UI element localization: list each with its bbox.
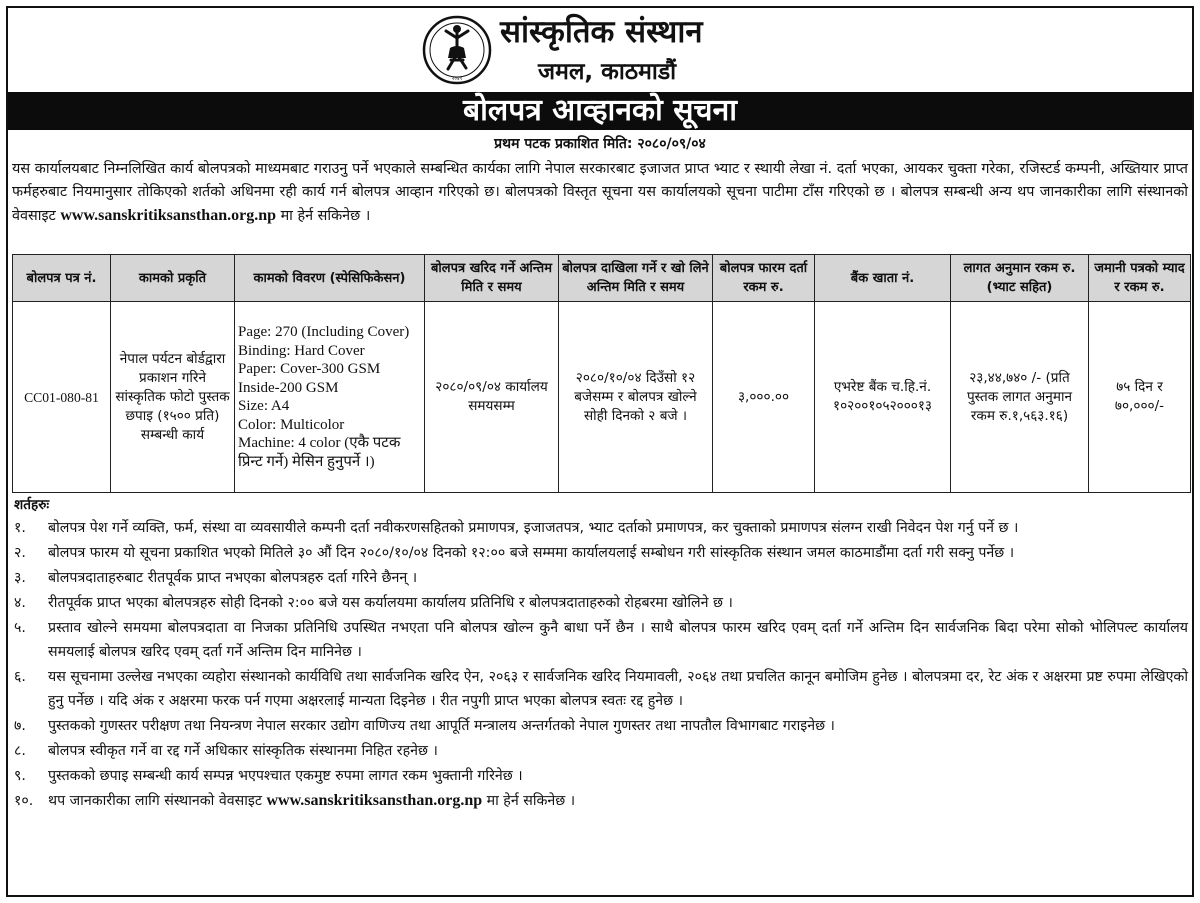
spec-paper: Paper: Cover-300 GSM [238,361,381,377]
spec-binding: Binding: Hard Cover [238,342,365,359]
cell-cost-estimate: २३,४४,७४० /- (प्रति पुस्तक लागत अनुमान रकम रु.१,५६३.१६) [951,302,1089,493]
condition-text: प्रस्ताव खोल्ने समयमा बोलपत्रदाता वा निजका प्रतिनिधि उपस्थित नभएता पनि बोलपत्र खोल्न कुनै बाधा पर्ने छैन । साथै बोलपत्र फारम खरिद एवम् दर्ता गर्ने अन्तिम दिन सार्वजनिक बिदा परेमा सोको भोलिपल्ट कार्यालय समयलाई बोलपत्र खरिद एवम् दर्ता गर्ने अन्तिम दिन मानिनेछ । [48,620,1188,660]
col-header-spec: कामको विवरण (स्पेसिफिकेसन) [235,255,425,302]
condition-number: ६. [14,669,26,685]
col-header-form-fee: बोलपत्र फारम दर्ता रकम रु. [713,255,815,302]
org-name: सांस्कृतिक संस्थान [500,14,703,50]
cell-guarantee: ७५ दिन र ७०,०००/- [1089,302,1191,493]
condition-text: बोलपत्र स्वीकृत गर्ने वा रद्द गर्ने अधिकार सांस्कृतिक संस्थानमा निहित रहनेछ । [48,743,438,759]
cell-purchase-deadline: २०८०/०९/०४ कार्यालय समयसम्म [425,302,559,493]
cell-bid-no: CC01-080-81 [13,302,111,493]
col-header-guarantee: जमानी पत्रको म्याद र रकम रु. [1089,255,1191,302]
condition-text: बोलपत्र फारम यो सूचना प्रकाशित भएको मितिले ३० औं दिन २०८०/१०/०४ दिनको १२:०० बजे सम्ममा कार्यालयलाई सम्बोधन गरी सांस्कृतिक संस्थान जमल काठमाडौंमा दर्ता गरी सक्नु पर्नेछ । [48,545,1015,561]
col-header-bid-no: बोलपत्र पत्र नं. [13,255,111,302]
table-header-row [13,255,1191,302]
condition-number: १. [14,520,26,536]
condition-number: ३. [14,570,26,586]
condition-number: १०. [14,793,34,809]
table-row [13,302,1191,493]
spec-machine: Machine: 4 color (एकै पटक प्रिन्ट गर्ने) मेसिन हुनुपर्ने ।) [238,435,401,470]
col-header-submission-deadline: बोलपत्र दाखिला गर्ने र खो लिने अन्तिम मिति र समय [559,255,713,302]
notice-title: बोलपत्र आव्हानको सूचना [8,92,1192,130]
condition-number: २. [14,545,26,561]
list-item [14,591,1188,615]
list-item [14,665,1188,713]
cell-form-fee: ३,०००.०० [713,302,815,493]
bid-table [12,254,1191,493]
condition-text: बोलपत्र पेश गर्ने व्यक्ति, फर्म, संस्था वा व्यवसायीले कम्पनी दर्ता नवीकरणसहितको प्रमाणपत्र, इजाजतपत्र, भ्याट दर्ताको प्रमाणपत्र, कर चुक्ताको प्रमाणपत्र संलग्न राखी निवेदन पेश गर्नु पर्ने छ । [48,520,1019,536]
list-item [14,714,1188,738]
condition-number: ४. [14,595,26,611]
spec-size: Size: A4 [238,398,290,414]
col-header-purchase-deadline: बोलपत्र खरिद गर्ने अन्तिम मिति र समय [425,255,559,302]
spec-inside: Inside-200 GSM [238,379,339,396]
cell-spec [235,302,425,493]
condition-text: थप जानकारीका लागि संस्थानको वेवसाइट [48,793,262,809]
condition-number: ५. [14,620,26,636]
list-item [14,739,1188,763]
dancer-emblem-icon [422,14,492,86]
condition-text: रीतपूर्वक प्राप्त भएका बोलपत्रहरु सोही दिनको २:०० बजे यस कर्यालयमा कार्यालय प्रतिनिधि र बोलपत्रदाताहरुको रोहबरमा खोलिने छ । [48,595,733,611]
spec-color: Color: Multicolor [238,416,345,433]
condition-text: पुस्तकको छपाइ सम्बन्धी कार्य सम्पन्न भएपश्चात एकमुष्ट रुपमा लागत रकम भुक्तानी गरिनेछ । [48,768,523,784]
intro-paragraph [12,158,1188,228]
list-item [14,764,1188,788]
cell-bank-account: एभरेष्ट बैंक च.हि.नं. १०२००१०५२०००१३ [815,302,951,493]
conditions-heading: शर्तहरुः [14,497,50,513]
list-item [14,516,1188,540]
conditions-list [14,516,1188,814]
condition-number: ९. [14,768,26,784]
condition-text: यस सूचनामा उल्लेख नभएका व्यहोरा संस्थानको कार्यविधि तथा सार्वजनिक खरिद ऐन, २०६३ र सार्वजनिक खरिद नियमावली, २०६४ तथा प्रचलित कानून बमोजिम हुनेछ । बोलपत्रमा दर, रेट अंक र अक्षरमा प्रष्ट रुपमा लेखिएको हुनु पर्नेछ । यदि अंक र अक्षरमा फरक पर्न गएमा अक्षरलाई मान्यता दिइनेछ । रीत नपुगी प्राप्त भएका बोलपत्र स्वतः रद्द हुनेछ । [48,669,1188,709]
header [8,8,1192,92]
svg-text:२०४९: २०४९ [451,76,463,82]
condition-number: ८. [14,743,26,759]
condition-text: पुस्तकको गुणस्तर परीक्षण तथा नियन्त्रण नेपाल सरकार उद्योग वाणिज्य तथा आपूर्ति मन्त्रालय अन्तर्गतको नेपाल गुणस्तर तथा नापतौल विभागबाट गराइनेछ । [48,718,835,734]
cell-submission-deadline: २०८०/१०/०४ दिउँसो १२ बजेसम्म र बोलपत्र खोल्ने सोही दिनको २ बजे । [559,302,713,493]
intro-suffix: मा हेर्न सकिनेछ । [280,208,371,224]
list-item [14,789,1188,813]
condition-text: बोलपत्रदाताहरुबाट रीतपूर्वक प्राप्त नभएका बोलपत्रहरु दर्ता गरिने छैनन् । [48,570,418,586]
intro-text: यस कार्यालयबाट निम्नलिखित कार्य बोलपत्रको माध्यमबाट गराउनु पर्ने भएकाले सम्बन्धित कार्यका लागि नेपाल सरकारबाट इजाजत प्राप्त भ्याट र स्थायी लेखा नं. दर्ता भएका, आयकर चुक्ता गरेका, रजिस्टर्ड कम्पनी, अख्तियार प्राप्त फर्महरुबाट नियमानुसार तोकिएको शर्तको अधिनमा रही कार्य गर्न बोलपत्र आव्हान गरिएको छ। बोलपत्रको विस्तृत सूचना यस कार्यालयको सूचना पाटीमा टाँस गरिएको छ । बोलपत्र सम्बन्धी अन्य थप जानकारीका लागि संस्थानको वेवसाइट [12,161,1188,224]
website-link[interactable]: www.sanskritiksansthan.org.np [266,792,483,809]
condition-number: ७. [14,718,26,734]
spec-page: Page: 270 (Including Cover) [238,324,410,340]
published-date: प्रथम पटक प्रकाशित मिति: २०८०/०९/०४ [494,136,706,152]
cell-work-type: नेपाल पर्यटन बोर्डद्वारा प्रकाशन गरिने सांस्कृतिक फोटो पुस्तक छपाइ (१५०० प्रति) सम्बन्धी कार्य [111,302,235,493]
col-header-bank-account: बैंक खाता नं. [815,255,951,302]
notice-page [6,6,1194,897]
list-item [14,616,1188,664]
website-link[interactable]: www.sanskritiksansthan.org.np [60,207,276,224]
org-address: जमल, काठमाडौं [538,59,677,85]
condition-suffix: मा हेर्न सकिनेछ । [486,793,576,809]
list-item [14,541,1188,565]
col-header-cost-estimate: लागत अनुमान रकम रु. (भ्याट सहित) [951,255,1089,302]
list-item [14,566,1188,590]
col-header-work-type: कामको प्रकृति [111,255,235,302]
